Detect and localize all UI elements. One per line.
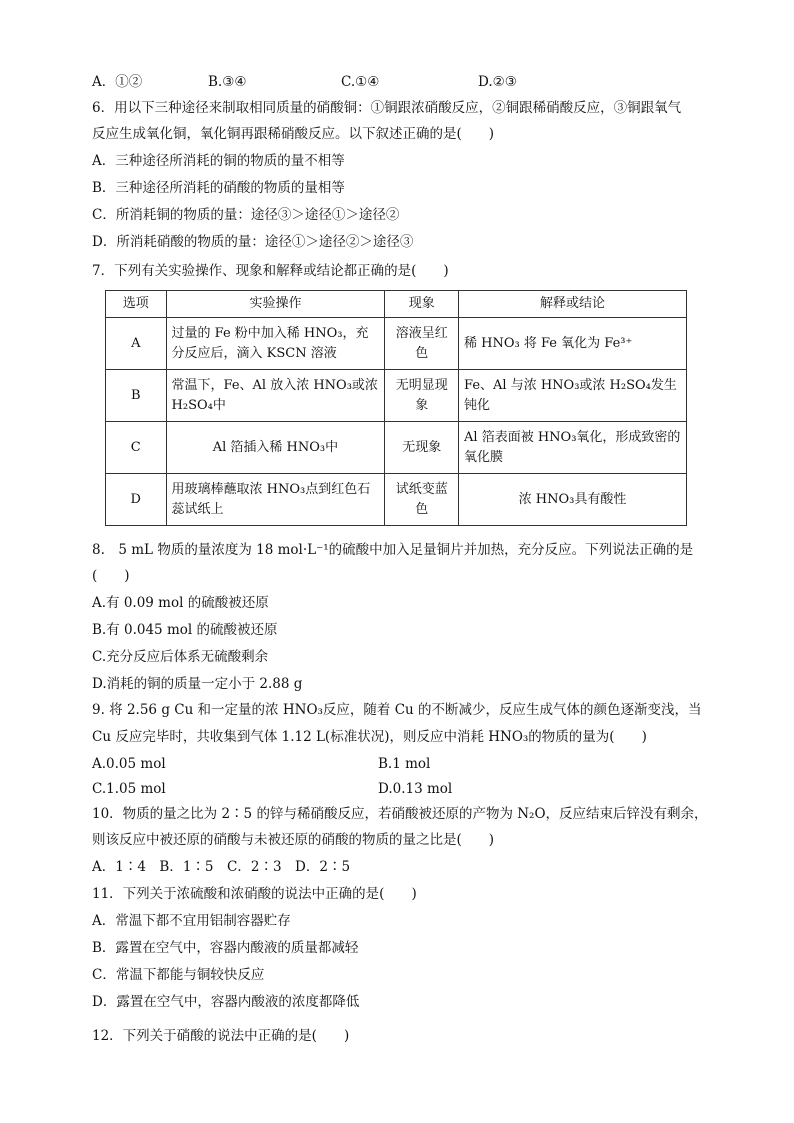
table-row <box>106 370 687 422</box>
table-header-row <box>106 291 687 318</box>
q6-option-c: C．所消耗铜的物质的量：途径③＞途径①＞途径② <box>92 207 400 223</box>
q6-option-a: A．三种途径所消耗的铜的物质的量不相等 <box>92 153 345 169</box>
q11-option-a: A．常温下都不宜用铝制容器贮存 <box>92 913 291 929</box>
row-operation: Al 箔插入稀 HNO₃中 <box>166 422 385 474</box>
q5-option-c: C.①④ <box>341 74 380 90</box>
row-operation: 用玻璃棒蘸取浓 HNO₃点到红色石蕊试纸上 <box>166 474 385 526</box>
q9-option-d: D.0.13 mol <box>378 781 453 797</box>
row-option: C <box>106 422 167 474</box>
q5-option-a: A．①② <box>92 74 143 90</box>
row-conclusion: 稀 HNO₃ 将 Fe 氧化为 Fe³⁺ <box>459 318 687 370</box>
q9-option-b: B.1 mol <box>378 756 431 772</box>
q10-options: A．1∶4 B．1∶5 C．2∶3 D．2∶5 <box>92 859 351 875</box>
q5-option-d: D.②③ <box>478 74 517 90</box>
q6-option-b: B．三种途径所消耗的硝酸的物质的量相等 <box>92 180 345 196</box>
row-conclusion: 浓 HNO₃具有酸性 <box>459 474 687 526</box>
row-option: A <box>106 318 167 370</box>
q8-option-a: A.有 0.09 mol 的硫酸被还原 <box>92 595 269 611</box>
q10-stem-line2: 则该反应中被还原的硝酸与未被还原的硝酸的物质的量之比是( ) <box>92 832 495 848</box>
q9-stem-line2: Cu 反应完毕时，共收集到气体 1.12 L(标准状况)，则反应中消耗 HNO₃的物质的量为( ) <box>92 729 647 745</box>
q6-stem-line2: 反应生成氧化铜，氧化铜再跟稀硝酸反应。以下叙述正确的是( ) <box>92 126 495 142</box>
table-row <box>106 422 687 474</box>
experiment-table <box>105 290 687 526</box>
row-option: D <box>106 474 167 526</box>
q8-stem-line2: ( ) <box>92 568 130 584</box>
header-phenomenon: 现象 <box>385 291 459 318</box>
q8-option-b: B.有 0.045 mol 的硫酸被还原 <box>92 622 278 638</box>
q9-stem-line1: 9. 将 2.56 g Cu 和一定量的浓 HNO₃反应，随着 Cu 的不断减少，反应生成气体的颜色逐渐变浅，当 <box>92 702 702 718</box>
row-conclusion: Fe、Al 与浓 HNO₃或浓 H₂SO₄发生钝化 <box>459 370 687 422</box>
q6-option-d: D．所消耗硝酸的物质的量：途径①＞途径②＞途径③ <box>92 234 414 250</box>
q9-option-a: A.0.05 mol <box>92 756 166 772</box>
q11-option-c: C．常温下都能与铜较快反应 <box>92 967 265 983</box>
row-phenomenon: 无现象 <box>385 422 459 474</box>
q10-stem-line1: 10．物质的量之比为 2∶5 的锌与稀硝酸反应，若硝酸被还原的产物为 N₂O，反应结束后锌没有剩余， <box>92 806 708 822</box>
q6-stem-line1: 6．用以下三种途径来制取相同质量的硝酸铜：①铜跟浓硝酸反应，②铜跟稀硝酸反应，③铜跟氧气 <box>92 100 682 116</box>
header-option: 选项 <box>106 291 167 318</box>
row-phenomenon: 无明显现象 <box>385 370 459 422</box>
row-operation: 过量的 Fe 粉中加入稀 HNO₃，充分反应后，滴入 KSCN 溶液 <box>166 318 385 370</box>
q8-option-c: C.充分反应后体系无硫酸剩余 <box>92 649 269 665</box>
q7-stem: 7．下列有关实验操作、现象和解释或结论都正确的是( ) <box>92 263 449 279</box>
table-row <box>106 474 687 526</box>
table-row <box>106 318 687 370</box>
q5-option-b: B.③④ <box>208 74 247 90</box>
q11-option-b: B．露置在空气中，容器内酸液的质量都减轻 <box>92 940 359 956</box>
row-conclusion: Al 箔表面被 HNO₃氧化，形成致密的氧化膜 <box>459 422 687 474</box>
q8-option-d: D.消耗的铜的质量一定小于 2.88 g <box>92 676 303 692</box>
header-conclusion: 解释或结论 <box>459 291 687 318</box>
q11-option-d: D．露置在空气中，容器内酸液的浓度都降低 <box>92 994 360 1010</box>
row-phenomenon: 试纸变蓝色 <box>385 474 459 526</box>
header-operation: 实验操作 <box>166 291 385 318</box>
row-option: B <box>106 370 167 422</box>
q12-stem: 12．下列关于硝酸的说法中正确的是( ) <box>92 1028 350 1044</box>
q9-option-c: C.1.05 mol <box>92 781 166 797</box>
q8-stem-line1: 8. 5 mL 物质的量浓度为 18 mol·L⁻¹的硫酸中加入足量铜片并加热，充分反应。下列说法正确的是 <box>92 542 694 558</box>
row-phenomenon: 溶液呈红色 <box>385 318 459 370</box>
q11-stem: 11．下列关于浓硫酸和浓硝酸的说法中正确的是( ) <box>92 886 417 902</box>
row-operation: 常温下，Fe、Al 放入浓 HNO₃或浓 H₂SO₄中 <box>166 370 385 422</box>
